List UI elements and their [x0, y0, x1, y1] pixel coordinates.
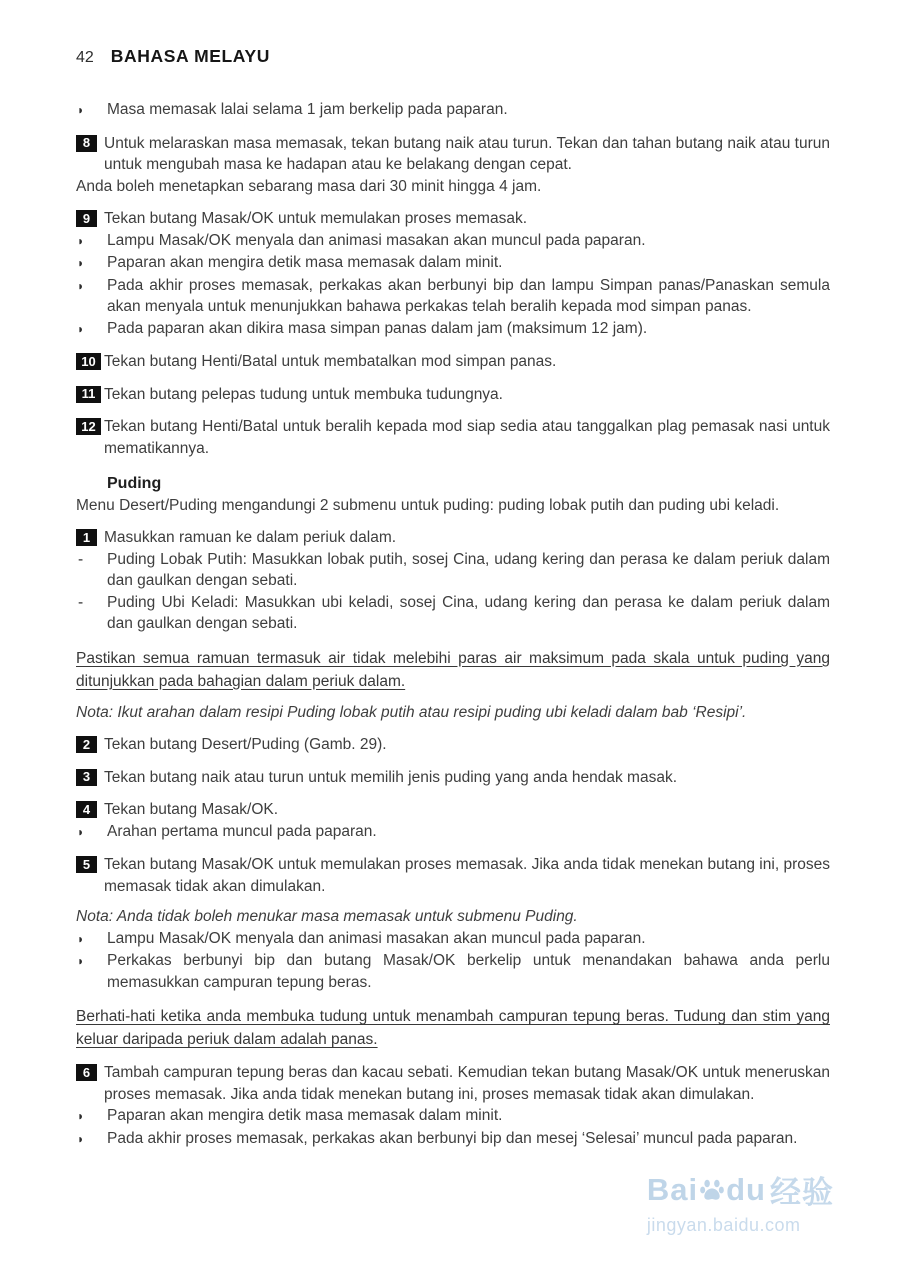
section-heading: Puding [107, 475, 162, 492]
bullet-text: Pada paparan akan dikira masa simpan panas dalam jam (maksimum 12 jam). [107, 319, 648, 337]
bullet-icon: ◗ [77, 1109, 85, 1123]
page-header [76, 46, 830, 67]
step-item [76, 854, 830, 897]
bullet-item [76, 230, 830, 253]
step-item [76, 527, 830, 549]
step-number-badge: 1 [76, 529, 97, 546]
bullet-icon: ◗ [77, 233, 85, 248]
body-paragraph: Anda boleh menetapkan sebarang masa dari 30 minit hingga 4 jam. [76, 177, 542, 195]
dash-marker: - [78, 550, 84, 568]
bullet-text: Lampu Masak/OK menyala dan animasi masakan akan muncul pada paparan. [107, 231, 646, 249]
step-text: Tekan butang Masak/OK untuk memulakan proses memasak. [104, 210, 528, 227]
step-item [76, 799, 830, 821]
step-number-badge: 10 [76, 353, 101, 370]
step-text: Tekan butang Masak/OK. [104, 801, 279, 818]
bullet-item [76, 928, 830, 951]
note-paragraph: Nota: Anda tidak boleh menukar masa memasak untuk submenu Puding. [76, 908, 578, 925]
bullet-text: Pada akhir proses memasak, perkakas akan berbunyi bip dan mesej ‘Selesai’ muncul pada paparan. [107, 1129, 798, 1147]
bullet-item [76, 821, 830, 844]
bullet-text: Arahan pertama muncul pada paparan. [107, 822, 377, 840]
bullet-icon: ◗ [77, 321, 85, 336]
step-number-badge: 4 [76, 801, 97, 818]
bullet-icon: ◗ [77, 824, 85, 839]
bullet-item [76, 318, 830, 341]
step-text: Tekan butang Henti/Batal untuk beralih kepada mod siap sedia atau tanggalkan plag pemasak nasi untuk mematikannya. [104, 418, 830, 457]
note-paragraph: Nota: Ikut arahan dalam resipi Puding lobak putih atau resipi puding ubi keladi dalam bab ‘Resipi’. [76, 703, 747, 721]
bullet-item [76, 275, 830, 318]
step-number-badge: 6 [76, 1064, 97, 1081]
step-item [76, 351, 830, 373]
step-item [76, 734, 830, 756]
baidu-logo-right: du [726, 1171, 766, 1207]
baidu-watermark [647, 1167, 834, 1236]
bullet-text: Pada akhir proses memasak, perkakas akan berbunyi bip dan lampu Simpan panas/Panaskan semula akan menyala untuk menunjukkan bahawa perkakas telah beralih kepada mod simpan panas. [107, 276, 830, 315]
step-number-badge: 12 [76, 418, 101, 435]
step-number-badge: 5 [76, 856, 97, 873]
bullet-icon: ◗ [77, 256, 85, 270]
step-number-badge: 3 [76, 769, 97, 786]
step-number-badge: 2 [76, 736, 97, 753]
warning-paragraph: Pastikan semua ramuan termasuk air tidak melebihi paras air maksimum pada skala untuk puding yang ditunjukkan pada bahagian dalam periuk dalam. [76, 649, 830, 690]
step-text: Tekan butang Masak/OK untuk memulakan proses memasak. Jika anda tidak menekan butang ini, proses memasak tidak akan dimulakan. [104, 856, 830, 895]
bullet-text: Perkakas berbunyi bip dan butang Masak/OK berkelip untuk menandakan bahawa anda perlu memasukkan campuran tepung beras. [107, 952, 830, 991]
bullet-icon: ◗ [77, 931, 85, 946]
step-item [76, 416, 830, 459]
step-number-badge: 11 [76, 386, 101, 403]
dash-item [76, 549, 830, 592]
dash-marker: - [78, 593, 84, 611]
bullet-item [76, 99, 830, 122]
body-paragraph: Menu Desert/Puding mengandungi 2 submenu untuk puding: puding lobak putih dan puding ubi keladi. [76, 496, 780, 514]
step-number-badge: 9 [76, 210, 97, 227]
bullet-item [76, 1105, 830, 1128]
bullet-text: Lampu Masak/OK menyala dan animasi masakan akan muncul pada paparan. [107, 929, 646, 947]
step-text: Tekan butang naik atau turun untuk memilih jenis puding yang anda hendak masak. [104, 768, 678, 786]
doc-content [76, 99, 830, 1150]
baidu-watermark-url: jingyan.baidu.com [646, 1215, 801, 1235]
bullet-icon: ◗ [77, 1131, 85, 1146]
step-number-badge: 8 [76, 135, 97, 152]
bullet-icon: ◗ [77, 278, 85, 293]
page-number: 42 [76, 49, 94, 66]
page-language-title: BAHASA MELAYU [110, 46, 270, 66]
step-item [76, 384, 830, 406]
baidu-logo-left: Bai [646, 1171, 699, 1207]
bullet-text: Masa memasak lalai selama 1 jam berkelip pada paparan. [107, 101, 508, 118]
dash-text: Puding Ubi Keladi: Masukkan ubi keladi, sosej Cina, udang kering dan perasa ke dalam periuk dalam dan gaulkan dengan sebati. [107, 593, 830, 632]
step-item [76, 208, 830, 230]
baidu-logo [647, 1167, 834, 1212]
step-item [76, 133, 830, 176]
bullet-item [76, 1128, 830, 1151]
bullet-text: Paparan akan mengira detik masa memasak dalam minit. [107, 254, 503, 271]
dash-text: Puding Lobak Putih: Masukkan lobak putih, sosej Cina, udang kering dan perasa ke dalam periuk dalam dan gaulkan dengan sebati. [107, 550, 830, 589]
baidu-paw-icon [699, 1177, 725, 1203]
step-text: Untuk melaraskan masa memasak, tekan butang naik atau turun. Tekan dan tahan butang naik atau turun untuk mengubah masa ke hadapan atau ke belakang dengan cepat. [104, 134, 830, 173]
bullet-text: Paparan akan mengira detik masa memasak dalam minit. [107, 1107, 503, 1124]
step-text: Masukkan ramuan ke dalam periuk dalam. [104, 529, 397, 546]
step-item [76, 1062, 830, 1105]
step-text: Tekan butang Desert/Puding (Gamb. 29). [104, 736, 387, 753]
step-text: Tekan butang Henti/Batal untuk membatalkan mod simpan panas. [104, 353, 557, 370]
step-item [76, 767, 830, 789]
step-text: Tambah campuran tepung beras dan kacau sebati. Kemudian tekan butang Masak/OK untuk meneruskan proses memasak. Jika anda tidak menekan butang ini, proses memasak tidak akan dimulakan. [104, 1064, 830, 1103]
bullet-icon: ◗ [77, 103, 85, 117]
step-text: Tekan butang pelepas tudung untuk membuka tudungnya. [104, 385, 503, 403]
warning-paragraph: Berhati-hati ketika anda membuka tudung untuk menambah campuran tepung beras. Tudung dan stim yang keluar daripada periuk dalam adalah panas. [76, 1008, 830, 1048]
baidu-logo-suffix: 经验 [770, 1175, 834, 1210]
bullet-item [76, 950, 830, 993]
bullet-icon: ◗ [77, 954, 85, 968]
dash-item [76, 592, 830, 635]
bullet-item [76, 252, 830, 275]
